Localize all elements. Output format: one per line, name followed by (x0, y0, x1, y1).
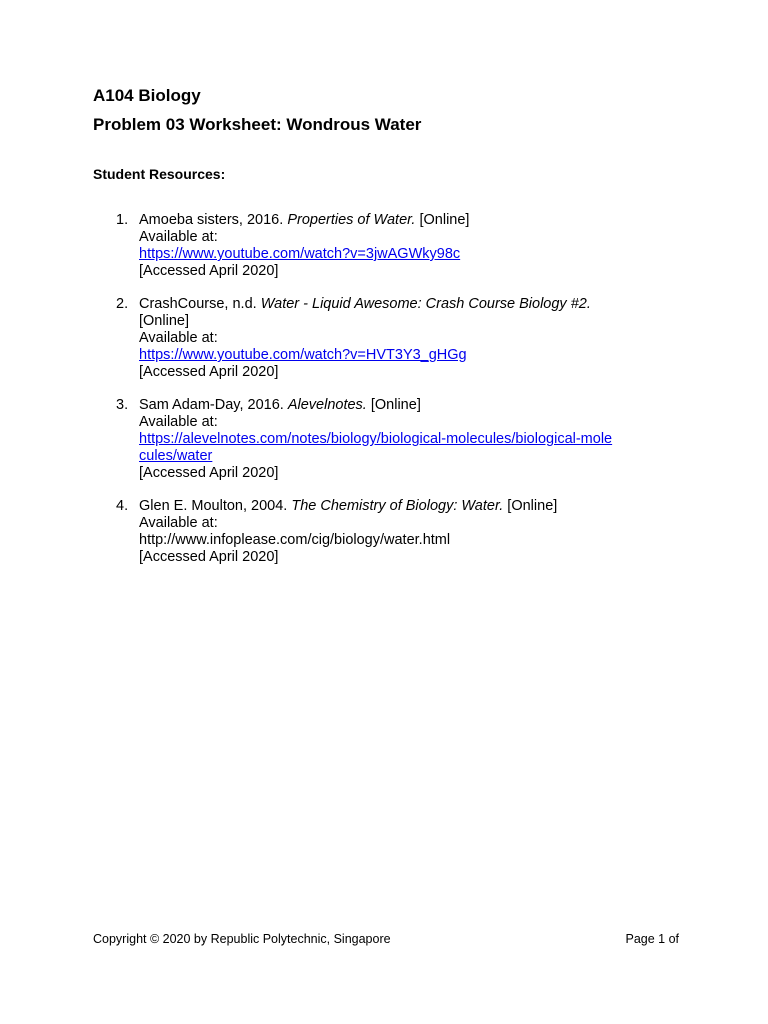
reference-author-year: Amoeba sisters, 2016. (139, 212, 288, 228)
reference-number: 2. (116, 296, 129, 312)
reference-item-4 (93, 498, 653, 566)
reference-list (93, 212, 653, 582)
footer-copyright: Copyright © 2020 by Republic Polytechnic, Singapore (93, 932, 391, 946)
reference-item-1 (93, 212, 653, 280)
reference-item-3 (93, 397, 653, 482)
reference-author-year: CrashCourse, n.d. (139, 296, 261, 312)
reference-available-label: Available at: (139, 229, 218, 245)
reference-medium: [Online] (366, 397, 421, 413)
reference-available-label: Available at: (139, 515, 218, 531)
reference-medium: [Online] (139, 313, 189, 329)
reference-available-label: Available at: (139, 414, 218, 430)
reference-item-2 (93, 296, 653, 381)
reference-accessed: [Accessed April 2020] (139, 364, 279, 380)
reference-accessed: [Accessed April 2020] (139, 549, 279, 565)
reference-citation (139, 296, 653, 313)
reference-title: The Chemistry of Biology: Water. (291, 498, 504, 514)
reference-number: 4. (116, 498, 129, 514)
reference-number: 3. (116, 397, 129, 413)
reference-accessed: [Accessed April 2020] (139, 263, 279, 279)
reference-author-year: Glen E. Moulton, 2004. (139, 498, 292, 514)
worksheet-title: Problem 03 Worksheet: Wondrous Water (93, 115, 422, 134)
reference-title: Alevelnotes. (287, 397, 367, 413)
reference-link[interactable]: https://www.youtube.com/watch?v=3jwAGWky98c (139, 246, 461, 262)
reference-citation (139, 498, 653, 515)
reference-link[interactable]: https://www.youtube.com/watch?v=HVT3Y3_gHGg (139, 347, 467, 363)
reference-citation (139, 212, 653, 229)
reference-medium: [Online] (415, 212, 470, 228)
reference-available-label: Available at: (139, 330, 218, 346)
reference-title: Water - Liquid Awesome: Crash Course Biology #2. (260, 296, 591, 312)
course-title: A104 Biology (93, 86, 201, 105)
reference-link[interactable]: https://alevelnotes.com/notes/biology/biological-molecules/biological-molecules/water (139, 431, 613, 464)
reference-title: Properties of Water. (287, 212, 416, 228)
reference-citation (139, 397, 653, 414)
reference-author-year: Sam Adam-Day, 2016. (139, 397, 288, 413)
reference-medium: [Online] (503, 498, 558, 514)
reference-url-text: http://www.infoplease.com/cig/biology/water.html (139, 532, 451, 548)
section-heading: Student Resources: (93, 166, 226, 182)
reference-accessed: [Accessed April 2020] (139, 465, 279, 481)
reference-number: 1. (116, 212, 129, 228)
footer-page-number: Page 1 of (625, 932, 679, 946)
